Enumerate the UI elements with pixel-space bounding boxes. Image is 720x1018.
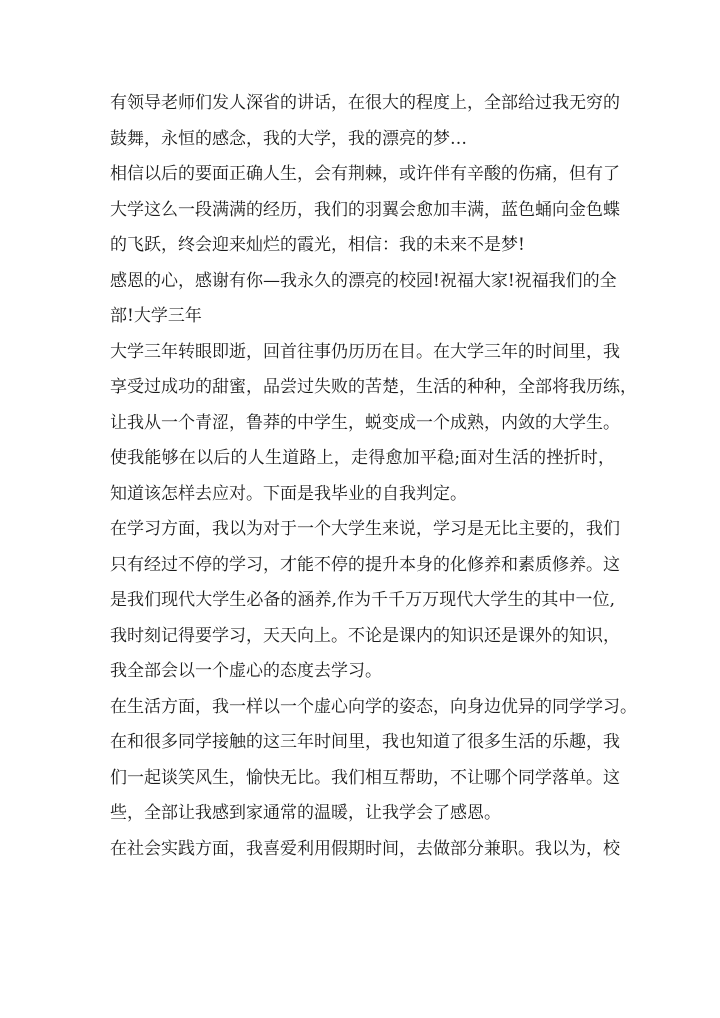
text-line: 我时刻记得要学习，天天向上。不论是课内的知识还是课外的知识， bbox=[110, 625, 620, 646]
text-line: 我全部会以一个虚心的态度去学习。 bbox=[110, 661, 382, 681]
text-line: 只有经过不停的学习，才能不停的提升本身的化修养和素质修养。这 bbox=[110, 554, 620, 575]
text-line: 在和很多同学接触的这三年时间里，我也知道了很多生活的乐趣，我 bbox=[110, 732, 620, 752]
text-line: 有领导老师们发人深省的讲话，在很大的程度上，全部给过我无穷的 bbox=[110, 93, 620, 113]
text-line: 使我能够在以后的人生道路上，走得愈加平稳;面对生活的挫折时， bbox=[110, 448, 615, 468]
text-line: 感恩的心，感谢有你—我永久的漂亮的校园!祝福大家!祝福我们的全 bbox=[110, 270, 617, 291]
text-line: 相信以后的要面正确人生，会有荆棘，或许伴有辛酸的伤痛，但有了 bbox=[110, 164, 620, 184]
text-line: 在社会实践方面，我喜爱利用假期时间，去做部分兼职。我以为，校 bbox=[110, 838, 620, 859]
text-line: 部!大学三年 bbox=[110, 306, 202, 326]
text-line: 们一起谈笑风生，愉快无比。我们相互帮助，不让哪个同学落单。这 bbox=[110, 767, 620, 788]
text-line: 在生活方面，我一样以一个虚心向学的姿态，向身边优异的同学学习。 bbox=[110, 696, 637, 717]
text-line: 让我从一个青涩，鲁莽的中学生，蜕变成一个成熟，内敛的大学生。 bbox=[110, 412, 620, 433]
document-body bbox=[110, 86, 637, 867]
text-line: 是我们现代大学生必备的涵养,作为千千万万现代大学生的其中一位, bbox=[110, 590, 615, 610]
text-line: 的飞跃，终会迎来灿烂的霞光，相信：我的未来不是梦! bbox=[110, 235, 525, 255]
text-line: 鼓舞，永恒的感念，我的大学，我的漂亮的梦… bbox=[110, 128, 467, 149]
text-line: 大学三年转眼即逝，回首往事仍历历在目。在大学三年的时间里，我 bbox=[110, 341, 620, 362]
text-line: 些，全部让我感到家通常的温暖，让我学会了感恩。 bbox=[110, 803, 501, 823]
text-line: 享受过成功的甜蜜，品尝过失败的苦楚，生活的种种，全部将我历练， bbox=[110, 377, 637, 397]
text-line: 知道该怎样去应对。下面是我毕业的自我判定。 bbox=[110, 483, 467, 504]
text-line: 大学这么一段满满的经历，我们的羽翼会愈加丰满，蓝色蛹向金色蝶 bbox=[110, 199, 620, 220]
text-line: 在学习方面，我以为对于一个大学生来说，学习是无比主要的，我们 bbox=[110, 519, 620, 539]
